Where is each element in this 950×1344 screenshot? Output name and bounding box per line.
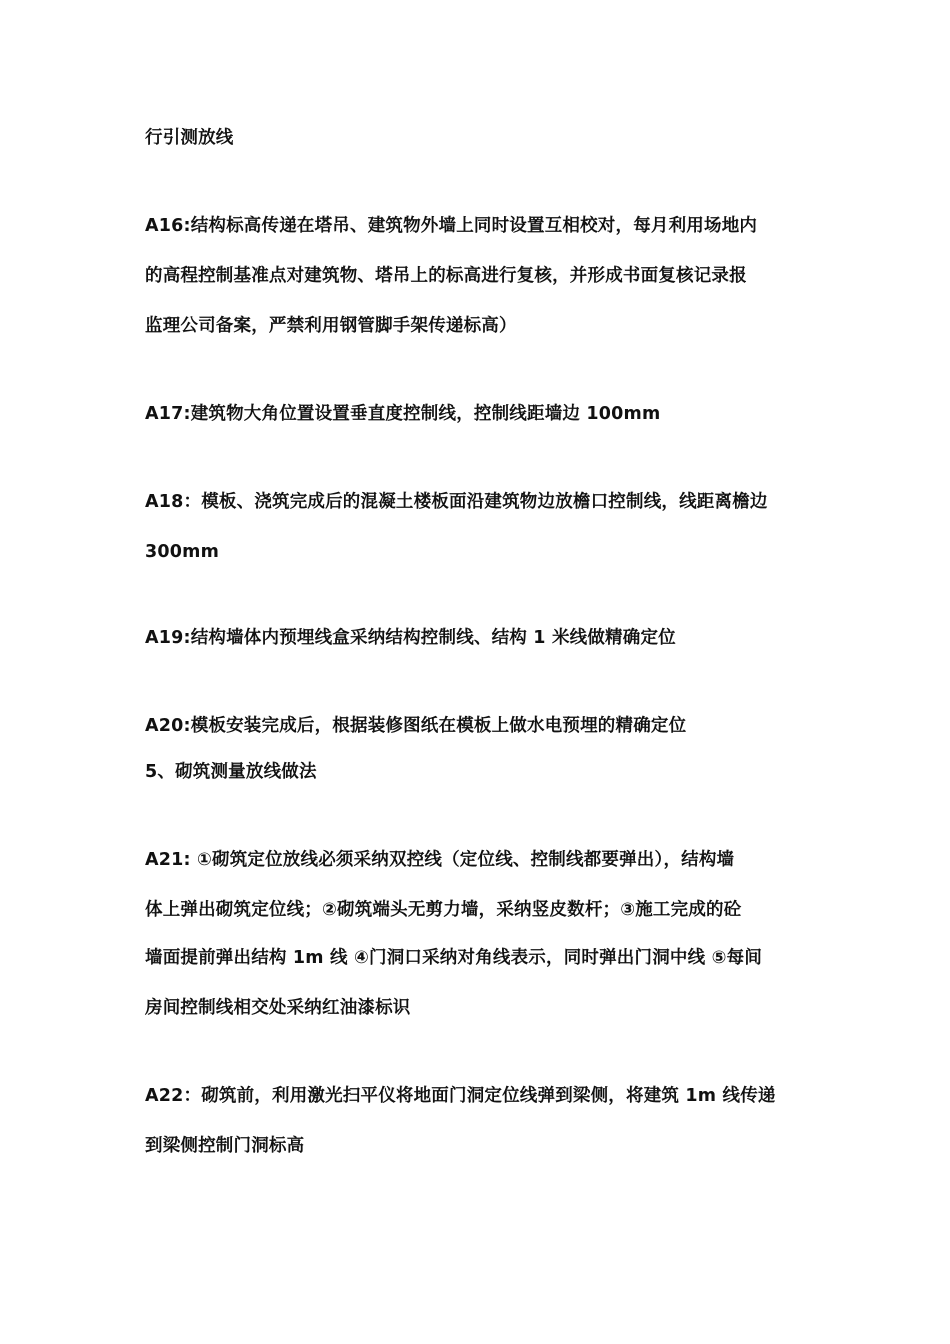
text-line-a16-3: 监理公司备案，严禁利用钢管脚手架传递标高） [145,316,517,336]
text-line-a21-3: 墙面提前弹出结构 1m 线 ④门洞口采纳对角线表示，同时弹出门洞中线 ⑤每间 [145,948,763,968]
text-line-a21-1: A21: ①砌筑定位放线必须采纳双控线（定位线、控制线都要弹出），结构墙 [145,850,735,870]
text-line-a21-2: 体上弹出砌筑定位线；②砌筑端头无剪力墙，采纳竖皮数杆；③施工完成的砼 [145,900,742,920]
text-line-a16-2: 的高程控制基准点对建筑物、塔吊上的标高进行复核，并形成书面复核记录报 [145,266,747,286]
text-line-a22-1: A22：砌筑前，利用激光扫平仪将地面门洞定位线弹到梁侧，将建筑 1m 线传递 [145,1086,776,1106]
section-heading-5: 5、砌筑测量放线做法 [145,762,317,782]
text-line-a18-2: 300mm [145,542,219,562]
text-line-a18-1: A18：模板、浇筑完成后的混凝土楼板面沿建筑物边放檐口控制线，线距离檐边 [145,492,768,512]
text-line-a20: A20:模板安装完成后，根据装修图纸在模板上做水电预埋的精确定位 [145,716,687,736]
text-line-a16-1: A16:结构标高传递在塔吊、建筑物外墙上同时设置互相校对，每月利用场地内 [145,216,758,236]
text-line-heading: 行引测放线 [145,128,234,148]
text-line-a17: A17:建筑物大角位置设置垂直度控制线，控制线距墙边 100mm [145,404,661,424]
text-line-a22-2: 到梁侧控制门洞标高 [145,1136,305,1156]
text-line-a21-4: 房间控制线相交处采纳红油漆标识 [145,998,411,1018]
text-line-a19: A19:结构墙体内预埋线盒采纳结构控制线、结构 1 米线做精确定位 [145,628,676,648]
